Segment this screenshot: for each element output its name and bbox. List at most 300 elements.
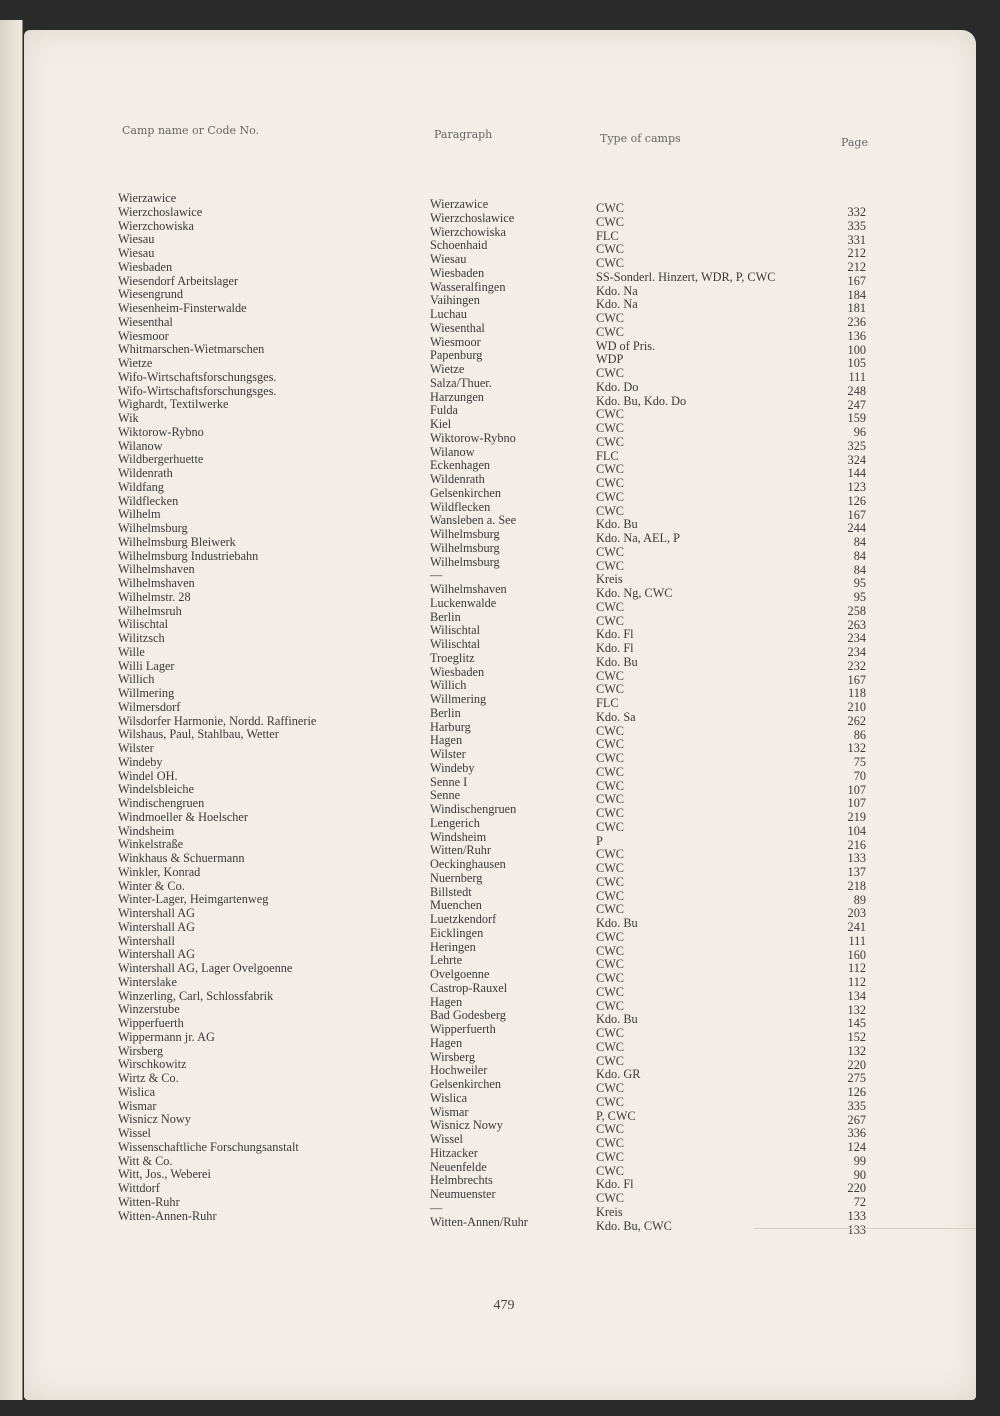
type-cell: Kdo. Ng, CWC (596, 586, 673, 600)
type-cell: CWC (596, 311, 625, 325)
camp-name-cell: Wilhelmshaven (118, 576, 195, 590)
type-cell: CWC (596, 476, 625, 490)
page-cell: 133 (847, 1208, 866, 1223)
camp-name-cell: Wilhelmsburg Industriebahn (118, 548, 259, 563)
paragraph-cell: Lehrte (430, 953, 463, 968)
page-cell: 126 (847, 493, 866, 508)
page-cell: 160 (847, 947, 866, 962)
paragraph-cell: Wilhelmsburg (430, 540, 500, 555)
type-cell: CWC (596, 201, 625, 215)
camp-name-cell: Windel OH. (118, 768, 178, 783)
type-cell: CWC (596, 902, 625, 917)
page-cell: 96 (853, 425, 866, 439)
page-cell: 118 (848, 686, 866, 701)
camp-name-cell: Wildenrath (118, 466, 173, 480)
page-cell: 262 (847, 713, 866, 728)
type-cell: CWC (596, 806, 625, 820)
camp-name-cell: Wierzawice (118, 191, 177, 205)
page-cell: 70 (853, 768, 866, 783)
paragraph-cell: Wilhelmshaven (430, 582, 507, 596)
page-cell: 181 (847, 301, 866, 316)
camp-name-cell: Wilsdorfer Harmonie, Nordd. Raffinerie (118, 713, 317, 728)
paragraph-cell: Wilischtal (430, 623, 481, 638)
paragraph-cell: Troeglitz (430, 650, 475, 665)
paragraph-cell: Hitzacker (430, 1145, 478, 1160)
paragraph-cell: Harzungen (430, 389, 484, 404)
paragraph-cell: Fulda (430, 403, 459, 418)
page-cell: 132 (847, 741, 866, 756)
camp-name-cell: Wiesau (118, 232, 155, 247)
type-cell: CWC (596, 1191, 625, 1205)
type-cell: WD of Pris. (596, 338, 656, 353)
camp-name-cell: Wilhelmstr. 28 (118, 589, 191, 604)
paragraph-cell: Willmering (430, 692, 487, 706)
camp-name-cell: Wippermann jr. AG (118, 1029, 215, 1044)
paragraph-cell: Schoenhaid (430, 238, 488, 253)
page-cell: 335 (847, 218, 866, 233)
paragraph-cell: Wildenrath (430, 472, 485, 486)
header-camp-name: Camp name or Code No. (122, 124, 260, 137)
page-cell: 105 (847, 356, 866, 371)
camp-name-cell: Wirschkowitz (118, 1057, 187, 1072)
type-cell: CWC (596, 462, 625, 477)
page-cell: 104 (847, 823, 866, 838)
paragraph-cell: Wismar (430, 1104, 469, 1119)
type-cell: CWC (596, 847, 625, 862)
type-cell: CWC (596, 888, 625, 903)
page-cell: 86 (853, 727, 866, 742)
paragraph-cell: Wansleben a. See (430, 513, 517, 528)
paragraph-cell: Wiesmoor (430, 334, 481, 349)
camp-name-cell: Wille (118, 644, 145, 659)
type-cell: FLC (596, 696, 619, 710)
camp-name-cell: Wiesenthal (118, 314, 173, 329)
paragraph-cell: Wirsberg (430, 1049, 476, 1064)
page-cell: 132 (847, 1043, 866, 1058)
page-cell: 167 (847, 507, 866, 522)
page-cell: 336 (847, 1126, 866, 1141)
type-cell: Kdo. Bu, Kdo. Do (596, 393, 687, 408)
camp-name-cell: Windelsbleiche (118, 782, 194, 797)
camp-name-cell: Wilhelm (118, 507, 161, 522)
type-cell: CWC (596, 1136, 625, 1150)
paragraph-cell: Salza/Thuer. (430, 375, 492, 390)
camp-name-cell: Winkler, Konrad (118, 864, 201, 879)
camp-name-cell: Wiesengrund (118, 287, 184, 302)
camp-name-cell: Wintershall AG (118, 947, 196, 962)
type-cell: CWC (596, 242, 625, 257)
camp-name-cell: Windeby (118, 754, 163, 769)
camp-name-cell: Wislica (118, 1084, 156, 1099)
paragraph-cell: Eicklingen (430, 925, 484, 940)
camp-name-cell: Wisnicz Nowy (118, 1112, 191, 1127)
header-type: Type of camps (600, 132, 681, 145)
camp-name-cell: Wildfang (118, 479, 164, 494)
camp-name-cell: Wiesendorf Arbeitslager (118, 273, 239, 288)
camp-name-cell: Wismar (118, 1098, 157, 1113)
page-cell: 99 (853, 1153, 866, 1168)
camp-name-cell: Wilhelmshaven (118, 562, 195, 577)
camp-name-cell: Wintershall AG, Lager Ovelgoenne (118, 961, 293, 975)
page-cell: 112 (848, 961, 866, 976)
paragraph-cell: Wietze (430, 362, 465, 376)
camp-name-cell: Wissenschaftliche Forschungsanstalt (118, 1139, 299, 1154)
type-cell: SS-Sonderl. Hinzert, WDR, P, CWC (596, 269, 776, 284)
page-cell: 90 (853, 1167, 866, 1182)
page-cell: 112 (848, 975, 866, 989)
paragraph-cell: Wildflecken (430, 499, 491, 514)
type-cell: CWC (596, 1053, 625, 1068)
paragraph-cell: Wiesbaden (430, 664, 485, 679)
paragraph-cell: Senne (430, 788, 461, 803)
paragraph-cell: Wilanow (430, 444, 475, 459)
type-cell: CWC (596, 613, 625, 628)
type-cell: CWC (596, 861, 625, 875)
camp-name-cell: Wilitzsch (118, 631, 165, 645)
camp-name-cell: Wifo-Wirtschaftsforschungsges. (118, 369, 277, 384)
camp-name-cell: Winter & Co. (118, 878, 185, 893)
page-cell: 234 (847, 645, 866, 659)
type-cell: FLC (596, 448, 619, 463)
camp-name-cell: Wierzchoslawice (118, 204, 203, 219)
camp-name-cell: Wilhelmsburg (118, 521, 188, 535)
camp-name-cell: Wilischtal (118, 617, 169, 632)
paragraph-cell: Wipperfuerth (430, 1022, 496, 1036)
page-cell: 241 (847, 920, 866, 934)
page-cell: 111 (848, 370, 866, 384)
type-cell: Kdo. Do (596, 379, 639, 394)
page-cell: 220 (847, 1181, 866, 1196)
type-cell: CWC (596, 421, 625, 435)
type-cell: CWC (596, 599, 625, 614)
page-cell: 136 (847, 328, 866, 343)
paragraph-column (430, 198, 600, 1229)
page-cell: 232 (847, 658, 866, 673)
camp-name-cell: Windischengruen (118, 796, 205, 810)
type-cell: CWC (596, 737, 625, 752)
camp-name-cell: Wissel (118, 1126, 151, 1140)
page-tear-mark (754, 1228, 976, 1231)
camp-name-cell: Wirsberg (118, 1043, 164, 1058)
type-cell: CWC (596, 668, 625, 683)
type-cell: FLC (596, 228, 619, 243)
type-cell: CWC (596, 1081, 625, 1095)
page-cell: 95 (853, 576, 866, 591)
page-cell: 234 (847, 631, 866, 646)
type-cell: Kdo. Fl (596, 1177, 634, 1192)
paragraph-cell: — (430, 568, 443, 583)
paragraph-cell: Wiesau (430, 252, 467, 266)
page-cell: 84 (853, 562, 866, 577)
camp-name-cell: Willich (118, 672, 155, 687)
page-cell: 107 (847, 796, 866, 811)
page-cell: 167 (847, 672, 866, 687)
paragraph-cell: Windischengruen (430, 802, 517, 816)
paragraph-cell: Wiesenthal (430, 320, 485, 335)
camp-name-cell: Wiesenheim-Finsterwalde (118, 301, 247, 315)
type-cell: CWC (596, 324, 625, 339)
page-cell: 84 (853, 548, 866, 563)
page-cell: 159 (847, 411, 866, 426)
page-cell: 258 (847, 603, 866, 618)
type-cell: CWC (596, 943, 625, 958)
paragraph-cell: Wierzchowiska (430, 224, 506, 239)
page-cell: 203 (847, 906, 866, 921)
paragraph-cell: Gelsenkirchen (430, 485, 502, 500)
header-paragraph: Paragraph (434, 128, 493, 141)
type-cell: CWC (596, 764, 625, 779)
paragraph-cell: Windeby (430, 760, 475, 775)
camp-name-cell: Winzerstube (118, 1002, 180, 1017)
type-cell: Kreis (596, 1204, 623, 1219)
type-cell: CWC (596, 957, 625, 972)
page-cell: 219 (847, 810, 866, 824)
paragraph-cell: Nuernberg (430, 870, 483, 885)
camp-name-cell: Winkelstraße (118, 837, 184, 852)
camp-name-cell: Wilshaus, Paul, Stahlbau, Wetter (118, 727, 279, 742)
page-cell: 220 (847, 1057, 866, 1072)
camp-name-cell: Wildflecken (118, 493, 179, 508)
paragraph-cell: Witten/Ruhr (430, 843, 491, 858)
paragraph-cell: Wiktorow-Rybno (430, 430, 516, 445)
paragraph-cell: Wilhelmsburg (430, 554, 500, 569)
paragraph-cell: Wilster (430, 747, 466, 761)
camp-name-cell: Wilhelmsburg Bleiwerk (118, 534, 236, 549)
page-cell: 124 (847, 1140, 866, 1154)
type-cell: CWC (596, 1149, 625, 1164)
paragraph-cell: Heringen (430, 939, 476, 954)
camp-name-cell: Wiesbaden (118, 259, 173, 274)
paragraph-cell: Helmbrechts (430, 1173, 493, 1188)
camp-name-cell: Wighardt, Textilwerke (118, 397, 229, 412)
page-cell: 218 (847, 878, 866, 893)
type-cell: Kdo. GR (596, 1067, 641, 1082)
paragraph-cell: Wilhelmsburg (430, 527, 500, 541)
page-cell: 212 (847, 260, 866, 274)
camp-name-cell: Willmering (118, 686, 175, 700)
paragraph-cell: Hagen (430, 733, 463, 748)
type-cell: WDP (596, 352, 624, 367)
type-cell: Kdo. Na, AEL, P (596, 531, 681, 545)
type-cell: CWC (596, 778, 625, 793)
paragraph-cell: Eckenhagen (430, 458, 491, 473)
type-cell: Kdo. Bu (596, 1012, 638, 1027)
header-page: Page (840, 136, 868, 149)
paragraph-cell: Willich (430, 678, 467, 693)
page-cell: 123 (847, 480, 866, 494)
camp-name-cell: Wintershall (118, 933, 175, 948)
page-column (804, 206, 866, 1237)
camp-name-cell: Wilster (118, 741, 154, 755)
page-cell: 133 (847, 1222, 866, 1237)
page-cell: 236 (847, 315, 866, 329)
type-cell: CWC (596, 558, 625, 573)
camp-name-cell: Wipperfuerth (118, 1016, 184, 1030)
camp-name-cell: Wietze (118, 356, 153, 370)
camp-name-cell: Witt & Co. (118, 1153, 173, 1168)
page-cell: 107 (847, 782, 866, 797)
paragraph-cell: Luetzkendorf (430, 912, 497, 926)
paragraph-cell: Windsheim (430, 829, 487, 844)
camp-name-cell: Wintershall AG (118, 919, 196, 934)
type-cell: CWC (596, 503, 625, 518)
camp-name-cell: Witt, Jos., Weberei (118, 1167, 211, 1182)
type-cell: Kdo. Bu (596, 654, 638, 669)
paragraph-cell: Castrop-Rauxel (430, 980, 508, 995)
type-cell: CWC (596, 1094, 625, 1109)
camp-name-cell: Wifo-Wirtschaftsforschungsges. (118, 383, 277, 398)
type-cell: CWC (596, 971, 625, 985)
type-cell: CWC (596, 407, 625, 422)
paragraph-cell: Wilischtal (430, 637, 481, 651)
type-cell: Kdo. Bu, CWC (596, 1218, 672, 1233)
type-cell: CWC (596, 874, 625, 889)
type-cell: Kdo. Bu (596, 517, 638, 532)
type-cell: CWC (596, 1039, 625, 1054)
camp-name-cell: Wiktorow-Rybno (118, 424, 204, 439)
paragraph-cell: Lengerich (430, 815, 480, 830)
page-cell: 95 (853, 590, 866, 604)
type-cell: Kdo. Na (596, 283, 638, 298)
type-cell: CWC (596, 1122, 625, 1137)
type-cell: CWC (596, 984, 625, 999)
page-cell: 216 (847, 837, 866, 852)
type-cell: Kdo. Bu (596, 916, 638, 930)
type-cell: CWC (596, 792, 625, 807)
type-cell: CWC (596, 723, 625, 738)
camp-name-cell: Wierzchowiska (118, 218, 194, 233)
page-cell: 145 (847, 1016, 866, 1031)
paragraph-cell: Wasseralfingen (430, 279, 506, 294)
type-cell: Kreis (596, 572, 623, 587)
paragraph-cell: Witten-Annen/Ruhr (430, 1214, 528, 1229)
camp-name-cell: Wiesmoor (118, 328, 169, 343)
camp-name-cell: Wik (118, 411, 139, 425)
type-cell: CWC (596, 489, 625, 504)
type-cell: CWC (596, 998, 625, 1013)
page-cell: 325 (847, 438, 866, 453)
camp-name-cell: Winter-Lager, Heimgartenweg (118, 892, 269, 907)
type-cell: CWC (596, 544, 625, 559)
paragraph-cell: Kiel (430, 417, 452, 431)
page-number: 479 (493, 1298, 515, 1313)
page-cell: 111 (848, 933, 866, 948)
camp-name-cell: Wiesau (118, 246, 155, 260)
page-cell: 84 (853, 535, 866, 549)
camp-name-cell: Wittdorf (118, 1181, 160, 1195)
page-cell: 324 (847, 452, 866, 467)
page-cell: 72 (853, 1195, 866, 1209)
page-cell: 144 (847, 466, 866, 481)
page-cell: 331 (847, 232, 866, 247)
page-cell: 132 (847, 1002, 866, 1017)
page-cell: 332 (847, 205, 866, 219)
page-cell: 134 (847, 988, 866, 1003)
paragraph-cell: Vaihingen (430, 293, 480, 308)
page-cell: 267 (847, 1112, 866, 1127)
camp-name-cell: Wilhelmsruh (118, 603, 182, 618)
paragraph-cell: Hagen (430, 1035, 463, 1050)
camp-name-cell: Wildbergerhuette (118, 452, 204, 467)
paragraph-cell: Wislica (430, 1090, 468, 1105)
paragraph-cell: Wierzawice (430, 197, 489, 211)
paragraph-cell: Papenburg (430, 348, 483, 363)
type-cell: Kdo. Fl (596, 627, 634, 642)
camp-name-cell: Wilmersdorf (118, 699, 181, 714)
paragraph-cell: Wissel (430, 1132, 463, 1146)
type-cell: P, CWC (596, 1108, 636, 1123)
type-cell: CWC (596, 1026, 625, 1040)
paragraph-cell: Ovelgoenne (430, 967, 490, 981)
page-cell: 152 (847, 1030, 866, 1044)
paragraph-cell: Wiesbaden (430, 265, 485, 280)
page-cell: 244 (847, 521, 866, 536)
camp-name-cell: Winkhaus & Schuermann (118, 851, 245, 865)
type-cell: CWC (596, 366, 625, 380)
camp-name-cell: Wirtz & Co. (118, 1071, 179, 1085)
page-cell: 210 (847, 700, 866, 714)
page-cell: 133 (847, 851, 866, 866)
page-cell: 75 (853, 755, 866, 769)
paragraph-cell: Oeckinghausen (430, 857, 506, 871)
page-cell: 89 (853, 892, 866, 907)
paragraph-cell: Harburg (430, 719, 471, 734)
paragraph-cell: Gelsenkirchen (430, 1077, 502, 1091)
camp-name-cell: Whitmarschen-Wietmarschen (118, 342, 265, 357)
camp-name-column (118, 192, 438, 1223)
paragraph-cell: Luckenwalde (430, 595, 497, 610)
type-cell: Kdo. Fl (596, 641, 634, 655)
camp-name-cell: Windmoeller & Hoelscher (118, 809, 248, 824)
page-cell: 100 (847, 342, 866, 357)
page-cell: 275 (847, 1071, 866, 1086)
page-cell: 212 (847, 246, 866, 261)
camp-name-cell: Windsheim (118, 823, 175, 838)
paragraph-cell: — (430, 1200, 443, 1215)
type-cell: P (596, 833, 603, 848)
paragraph-cell: Billstedt (430, 884, 472, 899)
camp-name-cell: Witten-Ruhr (118, 1194, 180, 1209)
camp-name-cell: Wintershall AG (118, 906, 196, 920)
page-cell: 137 (847, 865, 866, 879)
type-cell: CWC (596, 434, 625, 449)
camp-name-cell: Willi Lager (118, 658, 175, 673)
camp-name-cell: Witten-Annen-Ruhr (118, 1208, 217, 1223)
paragraph-cell: Neumuenster (430, 1187, 496, 1201)
type-cell: Kdo. Na (596, 297, 638, 312)
type-cell: CWC (596, 682, 625, 697)
page-cell: 335 (847, 1098, 866, 1113)
previous-page-edge (0, 20, 23, 1400)
type-cell: Kdo. Sa (596, 709, 636, 724)
paragraph-cell: Berlin (430, 609, 461, 624)
paragraph-cell: Hochweiler (430, 1063, 488, 1078)
paragraph-cell: Luchau (430, 307, 467, 321)
paragraph-cell: Berlin (430, 705, 461, 720)
type-cell: CWC (596, 929, 625, 944)
page-cell: 167 (847, 273, 866, 288)
paragraph-cell: Senne I (430, 774, 468, 789)
type-cell: CWC (596, 819, 625, 834)
camp-name-cell: Wilanow (118, 438, 163, 453)
camp-name-cell: Winterslake (118, 974, 177, 989)
page-cell: 263 (847, 617, 866, 632)
paragraph-cell: Bad Godesberg (430, 1008, 506, 1023)
type-cell: CWC (596, 214, 625, 229)
paragraph-cell: Hagen (430, 994, 463, 1009)
page-cell: 184 (847, 287, 866, 302)
document-page (24, 30, 976, 1400)
